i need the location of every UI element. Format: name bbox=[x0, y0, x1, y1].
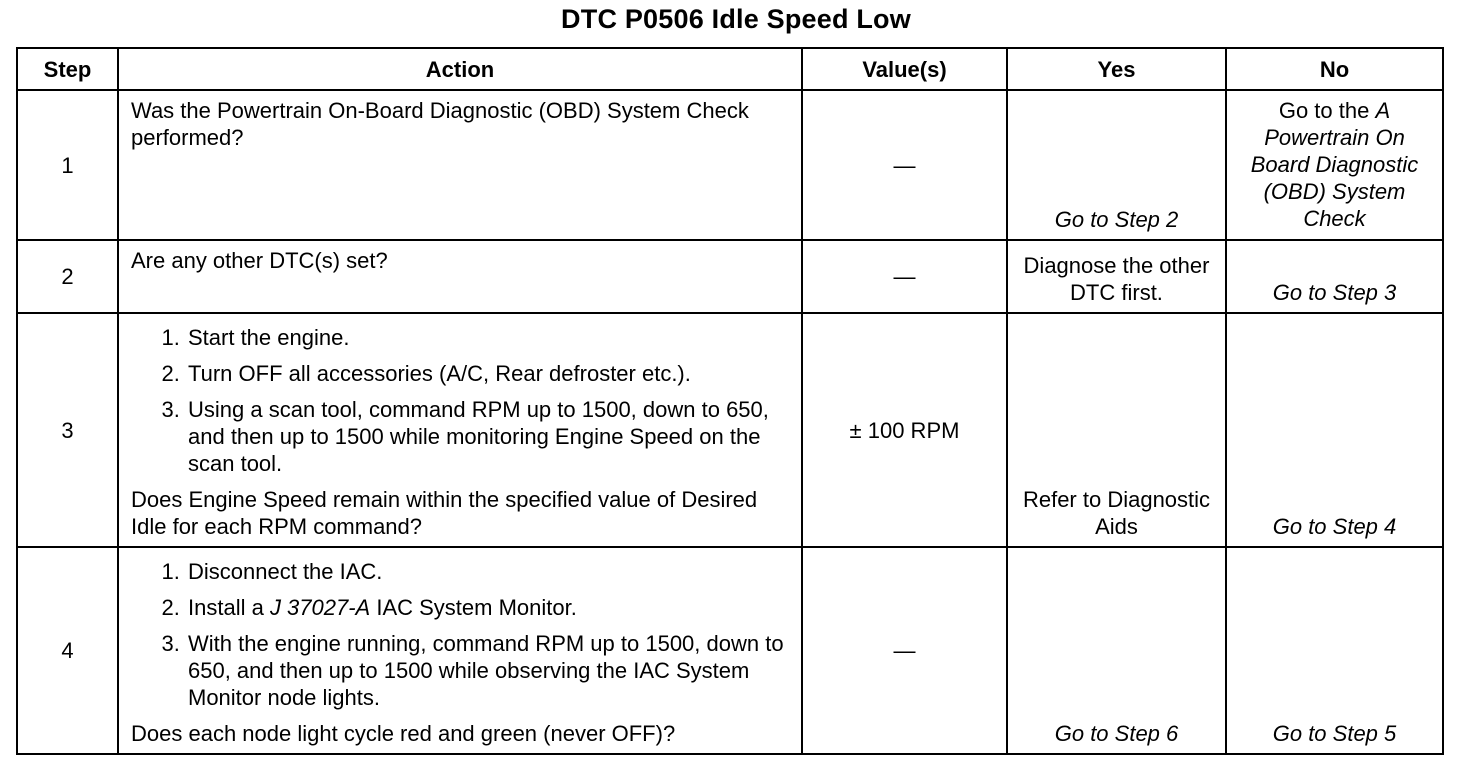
no-cell bbox=[1226, 240, 1443, 313]
value-text: ± 100 RPM bbox=[849, 417, 960, 443]
value-text: — bbox=[893, 152, 916, 178]
action-question: Does each node light cycle red and green (never OFF)? bbox=[131, 721, 676, 746]
table-row bbox=[17, 547, 1443, 754]
step-number: 2 bbox=[17, 240, 118, 313]
action-question: Are any other DTC(s) set? bbox=[131, 248, 388, 273]
step-number: 4 bbox=[17, 547, 118, 754]
no-cell bbox=[1226, 313, 1443, 547]
value-text: — bbox=[893, 264, 916, 289]
value-cell bbox=[802, 313, 1007, 547]
diagnostic-table bbox=[16, 47, 1444, 755]
tool-number: J 37027-A bbox=[269, 595, 371, 620]
no-cell bbox=[1226, 90, 1443, 240]
no-text: Go to Step 4 bbox=[1272, 514, 1397, 539]
table-row bbox=[17, 313, 1443, 547]
yes-cell bbox=[1007, 240, 1226, 313]
value-cell bbox=[802, 547, 1007, 754]
action-steps-list bbox=[131, 558, 791, 711]
step-text-prefix: Install a bbox=[188, 595, 270, 620]
action-cell bbox=[118, 547, 802, 754]
action-step-item bbox=[186, 594, 791, 621]
value-text: — bbox=[893, 638, 916, 663]
yes-text: Refer to Diagnostic Aids bbox=[1022, 487, 1211, 539]
page-title: DTC P0506 Idle Speed Low bbox=[561, 4, 911, 34]
table-row bbox=[17, 240, 1443, 313]
header-no: No bbox=[1226, 48, 1443, 90]
step-text-suffix: IAC System Monitor. bbox=[370, 595, 577, 620]
yes-text: Go to Step 6 bbox=[1054, 721, 1179, 746]
action-cell bbox=[118, 240, 802, 313]
no-text-prefix: Go to the bbox=[1278, 98, 1376, 123]
header-values: Value(s) bbox=[802, 48, 1007, 90]
header-step: Step bbox=[17, 48, 118, 90]
step-number: 3 bbox=[17, 313, 118, 547]
action-step-item: 2. Turn OFF all accessories (A/C, Rear defroster etc.). bbox=[186, 360, 791, 387]
action-step-item: 3. Using a scan tool, command RPM up to 1500, down to 650, and then up to 1500 while monitoring Engine Speed on the scan tool. bbox=[186, 396, 791, 477]
yes-text: Go to Step 2 bbox=[1054, 207, 1179, 232]
action-question: Does Engine Speed remain within the specified value of Desired Idle for each RPM command? bbox=[131, 487, 758, 539]
action-step-item: 3. With the engine running, command RPM up to 1500, down to 650, and then up to 1500 while observing the IAC System Monitor node lights. bbox=[186, 630, 791, 711]
action-cell bbox=[118, 90, 802, 240]
header-yes: Yes bbox=[1007, 48, 1226, 90]
table-header-row bbox=[17, 48, 1443, 90]
action-steps-list bbox=[131, 324, 791, 477]
action-cell bbox=[118, 313, 802, 547]
no-text-link: A Powertrain On Board Diagnostic (OBD) System Check bbox=[1250, 98, 1419, 231]
value-cell bbox=[802, 240, 1007, 313]
yes-cell bbox=[1007, 547, 1226, 754]
action-step-item: 1. Start the engine. bbox=[186, 324, 791, 351]
yes-text: Diagnose the other DTC first. bbox=[1023, 253, 1210, 305]
action-question: Was the Powertrain On-Board Diagnostic (OBD) System Check performed? bbox=[131, 98, 749, 150]
no-text: Go to Step 3 bbox=[1272, 280, 1397, 305]
value-cell bbox=[802, 90, 1007, 240]
no-cell bbox=[1226, 547, 1443, 754]
yes-cell bbox=[1007, 313, 1226, 547]
yes-cell bbox=[1007, 90, 1226, 240]
header-action: Action bbox=[118, 48, 802, 90]
table-row bbox=[17, 90, 1443, 240]
no-text: Go to Step 5 bbox=[1272, 721, 1397, 746]
action-step-item: 1. Disconnect the IAC. bbox=[186, 558, 791, 585]
step-number: 1 bbox=[17, 90, 118, 240]
